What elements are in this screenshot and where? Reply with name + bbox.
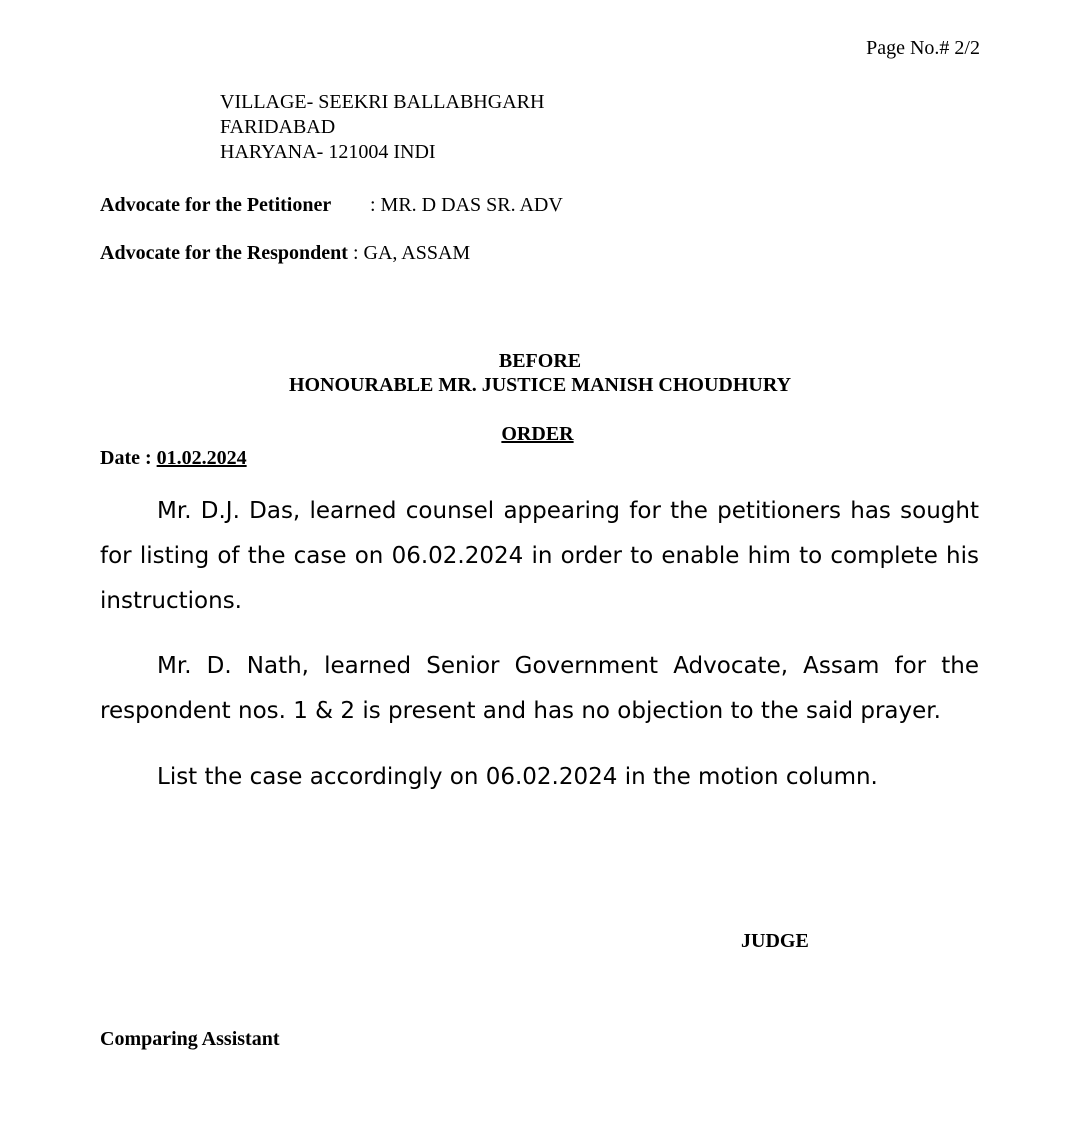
order-paragraph-3: List the case accordingly on 06.02.2024 in the motion column. — [157, 764, 878, 790]
advocate-respondent-line — [100, 242, 470, 265]
order-paragraph-1: Mr. D.J. Das, learned counsel appearing for the petitioners has sought for listing of the case on 06.02.2024 in order to enable him to complete his instructions. — [100, 498, 979, 614]
address-line-1: VILLAGE- SEEKRI BALLABHGARH — [220, 91, 545, 113]
date-label: Date : — [100, 447, 157, 469]
advocate-petitioner-label: Advocate for the Petitioner — [100, 194, 332, 216]
petitioner-address — [220, 90, 544, 165]
judge-signoff: JUDGE — [741, 930, 809, 952]
order-heading: ORDER — [501, 423, 574, 445]
address-line-2: FARIDABAD — [220, 116, 336, 138]
address-line-3: HARYANA- 121004 INDI — [220, 141, 436, 163]
advocate-petitioner-value: : MR. D DAS SR. ADV — [370, 194, 563, 216]
order-date — [100, 447, 247, 470]
advocate-respondent-label: Advocate for the Respondent — [100, 242, 348, 264]
justice-heading: HONOURABLE MR. JUSTICE MANISH CHOUDHURY — [288, 374, 792, 396]
advocate-respondent-value: : GA, ASSAM — [352, 242, 471, 264]
order-paragraph-2: Mr. D. Nath, learned Senior Government Advocate, Assam for the respondent nos. 1 & 2 is present and has no objection to the said prayer. — [100, 653, 979, 724]
before-heading: BEFORE — [498, 350, 582, 372]
date-value: 01.02.2024 — [156, 447, 247, 469]
page-number: Page No.# 2/2 — [866, 37, 980, 59]
advocate-petitioner-line — [100, 194, 563, 217]
comparing-assistant: Comparing Assistant — [100, 1028, 280, 1050]
